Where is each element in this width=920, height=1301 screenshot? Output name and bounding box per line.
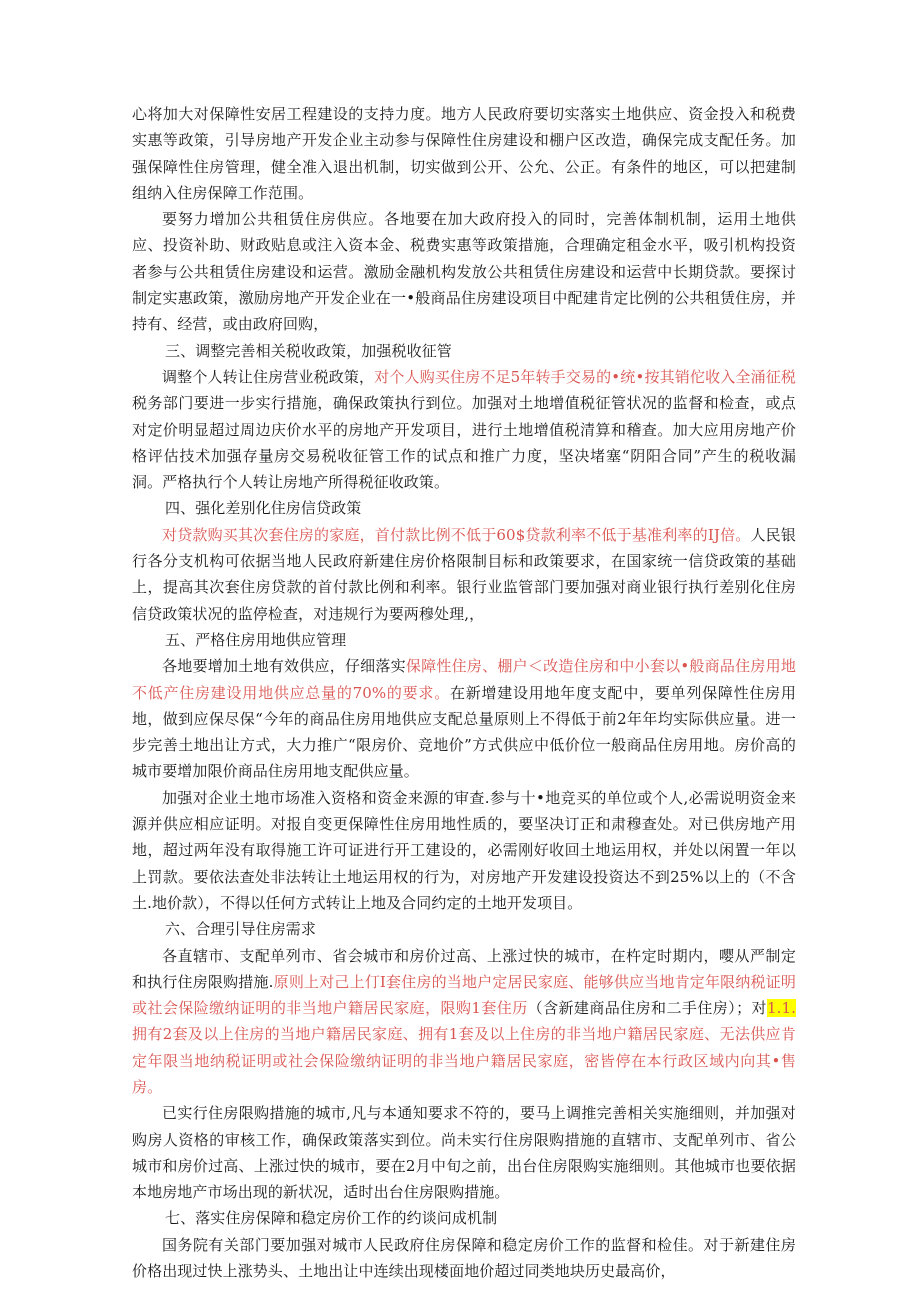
paragraph-1 bbox=[132, 101, 796, 206]
highlighted-text-run: 1.1. bbox=[766, 999, 796, 1018]
paragraph-tax-policy bbox=[132, 364, 796, 495]
section-heading-7 bbox=[132, 1205, 796, 1231]
heading-text: 七、落实住房保障和稳定房价工作的约谈问成机制 bbox=[165, 1209, 498, 1228]
paragraph-supervision bbox=[132, 1232, 796, 1285]
text-run: （含新建商品住房和二手住房）；对 bbox=[527, 999, 767, 1018]
paragraph-purchase-limit bbox=[132, 943, 796, 1101]
section-heading-4 bbox=[132, 495, 796, 521]
paragraph-public-rental bbox=[132, 206, 796, 337]
heading-text: 三、调整完善相关税收政策，加强税收征管 bbox=[165, 341, 452, 360]
heading-text: 五、严格住房用地供应管理 bbox=[165, 630, 347, 649]
text-run: 国务院有关部门要加强对城市人民政府住房保障和稳定房价工作的监督和检佳。对于新建住房价格出现过快上涨势头、土地出让中连续出现楼面地价超过同类地块历史最高价， bbox=[132, 1235, 796, 1281]
paragraph-implementation bbox=[132, 1100, 796, 1205]
text-run: 各直辖市、支配单列市、省会城市和房价过高、上涨过快的城市，在杵定时期内，嘤从严制定和执行住房限购措施. bbox=[132, 946, 796, 991]
text-run: 税务部门要进一步实行措施，确保政策执行到位。加强对土地增值税征管状况的监督和检查，或点对定价明显超过周边庆价水平的房地产开发项目，进行土地增值税清算和稽查。加大应用房地产价格评估技术加强存量房交易税收征管工作的试点和推广力度，坚决堵塞“阴阳合同”产生的税收漏洞。严格执行个人转让房地产所得税征收政策。 bbox=[132, 394, 796, 492]
section-heading-3 bbox=[132, 338, 796, 364]
paragraph-credit-policy bbox=[132, 522, 796, 627]
red-text-run: 对贷款购买其次套住房的家庭，首付款比例不低于60$贷款利率不低于基准利率的IJ倍。 bbox=[162, 525, 751, 544]
paragraph-land-market bbox=[132, 785, 796, 916]
red-text-run: 保障性住房、棚户＜改造住房和中小套以•般商品住房用地不低产住房建设用地供应总量的70%的要求。 bbox=[132, 657, 796, 702]
text-run: 在新增建设用地年度支配中，要单列保障性住房用地，做到应保尽保“今年的商品住房用地供应支配总量原则上不得低于前2年年均实际供应量。进一步完善土地出让方式，大力推广“限房价、竞地价”方式供应中低价位一般商品住房用地。房价高的城市要增加限价商品住房用地支配供应量。 bbox=[132, 683, 797, 781]
section-heading-6 bbox=[132, 916, 796, 942]
text-run: 要努力增加公共租赁住房供应。各地要在加大政府投入的同时，完善体制机制，运用土地供应、投资补助、财政贴息或注入资本金、税费实惠等政策措施，合理确定租金水平，吸引机构投资者参与公共租赁住房建设和运营。激励金融机构发放公共租赁住房建设和运营中长期贷款。要探讨制定实惠政策，激励房地产开发企业在一•般商品住房建设项目中配建肯定比例的公共租赁住房，并持有、经营，或由政府回购， bbox=[132, 210, 796, 334]
heading-text: 六、合理引导住房需求 bbox=[165, 920, 317, 939]
text-run: 加强对企业土地市场准入资格和资金来源的审查.参与十•地竞买的单位或个人,必需说明资金来源并供应相应证明。对报自变更保障性住房用地性质的，要坚决订正和肃穆查处。对已供房地产用地，超过两年没有取得施工许可证进行开工建设的，必需刚好收回土地运用权，并处以闲置一年以上罚款。要依法查处非法转让土地运用权的行为，对房地产开发建设投资达不到25%以上的（不含土.地价款），不得以任何方式转让上地及合同约定的土地开发项目。 bbox=[132, 788, 796, 912]
text-run: 人民银行各分支机构可依据当地人民政府新建住房价格限制目标和政策要求，在国家统一信贷政策的基础上，提高其次套住房贷款的首付款比例和利率。银行业监管部门要加强对商业银行执行差别化住房信贷政策状况的监停检查，对违规行为要两穆处理,， bbox=[132, 525, 796, 623]
document-body bbox=[132, 101, 796, 1284]
red-text-run: 拥有2套及以上住房的当地户籍居民家庭、拥有1套及以上住房的非当地户籍居民家庭、无法供应肯定年限当地纳税证明或社会保险缴纳证明的非当地户籍居民家庭，密皆停在本行政区域内向其•售房。 bbox=[132, 1025, 796, 1096]
text-run: 已实行住房限购措施的城市,凡与本通知要求不符的，要马上调推完善相关实施细则，并加强对购房人资格的审核工作，确保政策落实到位。尚未实行住房限购措施的直辖市、支配单列市、省公城市和房价过高、上涨过快的城市，要在2月中旬之前，出台住房限购实施细则。其他城市也要依据本地房地产市场出现的新状况，适时出台住房限购措施。 bbox=[132, 1104, 796, 1202]
red-text-run: 原则上对己上仃I套住房的当地户定居民家庭、能够供应当地肯定年限纳税证明或社会保险缴纳证明的非当地户籍居民家庭，限购1套住历 bbox=[132, 972, 796, 1018]
text-run: 心将加大对保障性安居工程建设的支持力度。地方人民政府要切实落实土地供应、资金投入和税费实惠等政策，引导房地产开发企业主动参与保障性住房建设和棚户区改造，确保完成支配任务。加强保障性住房管理，健全准入退出机制，切实做到公开、公允、公正。有条件的地区，可以把建制组纳入住房保障工作范围。 bbox=[132, 105, 796, 202]
red-text-run: 对个人购买住房不足5年转手交易的•统•按其销佗收入全涌征税 bbox=[374, 367, 796, 386]
heading-text: 四、强化差别化住房信贷政策 bbox=[165, 499, 362, 518]
paragraph-land-supply bbox=[132, 653, 796, 784]
text-run: 调整个人转让住房营业税政策， bbox=[162, 367, 375, 386]
section-heading-5 bbox=[132, 627, 796, 653]
text-run: 各地要增加土地有效供应，仔细落实 bbox=[162, 657, 406, 676]
